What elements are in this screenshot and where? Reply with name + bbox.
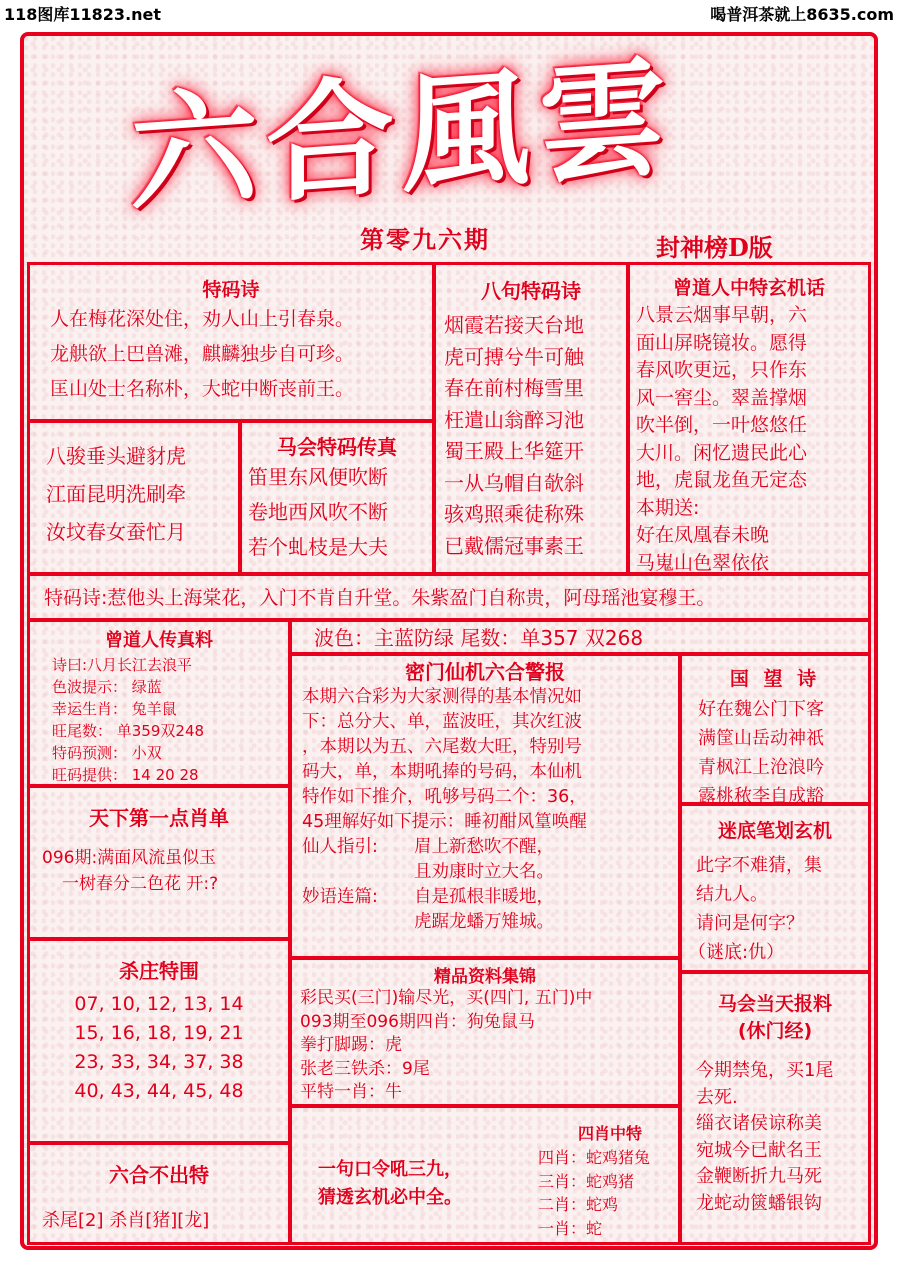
mahui-baoliao-body bbox=[682, 1058, 868, 1217]
zengdaoren-zhenchuan-box bbox=[27, 619, 291, 787]
eight-line: 已戴儒冠事素王 bbox=[444, 533, 584, 558]
sixiao-line: 二肖：蛇鸡 bbox=[538, 1195, 619, 1214]
jingpin-title: 精品资料集锦 bbox=[434, 967, 536, 987]
poem-small-line: 汝坟春女蚕忙月 bbox=[46, 520, 186, 544]
mimen-miaoyu bbox=[302, 885, 678, 935]
top-bar bbox=[0, 0, 900, 26]
mahui-baoliao-title: 马会当天报料 bbox=[717, 993, 832, 1015]
yiju-line: 一句口令吼三九， bbox=[318, 1159, 462, 1180]
mimen-guide-line: 眉上新愁吹不醒， bbox=[414, 837, 554, 857]
baoliao-line: 龙蛇动篋蟠银钩 bbox=[696, 1192, 822, 1214]
mimen-guide-line: 且劝康时立大名。 bbox=[414, 862, 554, 882]
guowang-line: 青枫江上沧浪吟 bbox=[698, 757, 824, 778]
edition-label: 封神榜D版 bbox=[656, 233, 773, 262]
mahui-zhenchuan-box bbox=[239, 420, 435, 575]
liuhe-buchu-box bbox=[27, 1142, 291, 1245]
mahui-zhenchuan-line: 卷地西风吹不断 bbox=[248, 500, 388, 524]
midi-title: 迷底笔划玄机 bbox=[717, 820, 832, 842]
bottom-middle-box bbox=[289, 1105, 681, 1245]
eight-line: 虎可搏兮牛可触 bbox=[444, 344, 584, 369]
baoliao-line: 缁衣诸侯谅称美 bbox=[696, 1113, 822, 1134]
xuanji-line: 八景云烟事早朝，六 bbox=[636, 304, 808, 326]
zengdaoren-xuanji-box bbox=[627, 262, 871, 575]
mimen-line: ，本期以为五、六尾数大旺，特别号 bbox=[302, 737, 582, 757]
eight-line: 枉遣山翁醉习池 bbox=[444, 407, 584, 432]
xuanji-line: 马嵬山色翠依依 bbox=[636, 551, 770, 574]
baoliao-line: 今期禁兔，买1尾 bbox=[696, 1060, 834, 1081]
mimen-line: 下：总分大、单，蓝波旺，其次红波 bbox=[302, 712, 582, 732]
zhenchuan-line: 旺尾数： 单359双248 bbox=[52, 722, 205, 740]
poem1-line: 龙舼欲上巴兽滩，麒麟独步自可珍。 bbox=[50, 343, 355, 365]
jingpin-line: 拳打脚踢：虎 bbox=[300, 1035, 402, 1055]
tianxia-title: 天下第一点肖单 bbox=[89, 806, 229, 830]
eight-line: 烟霞若接天台地 bbox=[444, 313, 584, 337]
tianxia-line: 096期:满面风流虽似玉 bbox=[42, 848, 217, 868]
guowang-line: 好在魏公门下客 bbox=[698, 699, 824, 720]
poem1-line: 人在梅花深处住，劝人山上引春泉。 bbox=[50, 308, 355, 330]
main-title: 六合風雲 bbox=[130, 42, 675, 231]
midi-line: 请问是何字？ bbox=[696, 913, 804, 934]
xuanji-line: 大川。闲忆遗民此心 bbox=[636, 441, 808, 464]
mimen-line: 本期六合彩为大家测得的基本情况如 bbox=[302, 687, 582, 707]
shazhuang-row: 07, 10, 12, 13, 14 bbox=[74, 993, 244, 1015]
wave-tail-text: 波色：主蓝防绿 尾数：单357 双268 bbox=[314, 626, 644, 650]
xuanji-line: 风一窖尘。翠盖撑烟 bbox=[636, 386, 808, 409]
issue-number: 第零九六期 bbox=[360, 225, 490, 254]
midi-line: 结九人。 bbox=[696, 884, 768, 905]
shazhuang-box bbox=[27, 938, 291, 1144]
jingpin-line: 彩民买(三门)输尽光，买(四门, 五门)中 bbox=[300, 988, 593, 1008]
guowang-title: 国 望 诗 bbox=[729, 668, 821, 690]
wide-poem-box bbox=[27, 573, 871, 621]
midi-line: 此字不难猜，集 bbox=[696, 855, 822, 876]
mimen-miaoyu-label: 妙语连篇: bbox=[302, 887, 378, 907]
eight-lines-body bbox=[436, 310, 626, 562]
guowang-body bbox=[682, 695, 868, 811]
poem-small-box bbox=[27, 420, 241, 575]
mahui-zhenchuan-body bbox=[242, 460, 432, 565]
xuanji-line: 地，虎鼠龙鱼无定态 bbox=[636, 469, 808, 491]
site-link-right[interactable]: 喝普洱茶就上8635.com bbox=[710, 5, 894, 24]
shazhuang-title: 杀庄特围 bbox=[119, 959, 199, 983]
mimen-guide-label: 仙人指引: bbox=[302, 837, 378, 857]
midi-body bbox=[682, 851, 868, 967]
zhenchuan-line: 特码预测： 小双 bbox=[52, 744, 162, 762]
xuanji-line: 好在凤凰春未晚 bbox=[636, 524, 770, 546]
mimen-body bbox=[292, 685, 678, 935]
site-link-left[interactable]: 118图库11823.net bbox=[4, 5, 162, 24]
zhenchuan-line: 幸运生肖： 兔羊鼠 bbox=[52, 700, 177, 718]
poem1-body bbox=[30, 302, 432, 407]
guowang-line: 满筐山岳动神祇 bbox=[698, 728, 824, 749]
mahui-baoliao-subtitle: (休门经) bbox=[737, 1020, 813, 1042]
eight-line: 春在前村梅雪里 bbox=[444, 376, 584, 400]
mimen-guide bbox=[302, 835, 678, 885]
zengdaoren-xuanji-title: 曾道人中特玄机话 bbox=[672, 277, 825, 299]
mimen-box bbox=[289, 653, 681, 959]
tianxia-box bbox=[27, 785, 291, 940]
mimen-miaoyu-lines bbox=[414, 885, 554, 935]
zhenchuan-line: 色波提示： 绿蓝 bbox=[52, 678, 162, 696]
mahui-baoliao-box bbox=[679, 971, 871, 1245]
mimen-line: 码大，单，本期吼捧的号码，本仙机 bbox=[302, 762, 582, 782]
tianxia-line: 一树春分二色花 开:? bbox=[62, 874, 219, 894]
yiju-block bbox=[318, 1156, 462, 1212]
baoliao-line: 去死. bbox=[696, 1086, 738, 1108]
zengdaoren-zhenchuan-title: 曾道人传真料 bbox=[105, 630, 213, 651]
mahui-zhenchuan-title: 马会特码传真 bbox=[277, 435, 397, 459]
eight-lines-title: 八句特码诗 bbox=[481, 279, 581, 303]
jingpin-box bbox=[289, 957, 681, 1107]
eight-line: 蜀王殿上华筵开 bbox=[444, 439, 584, 463]
sixiao-title: 四肖中特 bbox=[578, 1124, 643, 1143]
shazhuang-row: 15, 16, 18, 19, 21 bbox=[74, 1022, 244, 1044]
yiju-line: 猜透玄机必中全。 bbox=[318, 1187, 462, 1208]
sixiao-line: 三肖：蛇鸡猪 bbox=[538, 1171, 635, 1191]
mimen-line: 45理解好如下提示：睡初酣风篁唤醒 bbox=[302, 812, 587, 832]
wide-poem-text: 特码诗:惹他头上海棠花，入门不肯自升堂。朱紫盈门自称贵，阿母瑶池宴穆王。 bbox=[44, 587, 716, 609]
poem-small-line: 江面昆明洗刷牵 bbox=[46, 482, 186, 506]
xuanji-line: 面山屏晓镜妆。愿得 bbox=[636, 331, 808, 354]
mimen-guide-lines bbox=[414, 835, 554, 885]
jingpin-line: 093期至096期四肖：狗兔鼠马 bbox=[300, 1011, 535, 1032]
poem-small-body bbox=[30, 423, 238, 551]
xuanji-line: 春风吹更远，只作东 bbox=[636, 359, 808, 381]
shazhuang-row: 40, 43, 44, 45, 48 bbox=[74, 1080, 244, 1102]
liuhe-buchu-title: 六合不出特 bbox=[109, 1163, 209, 1187]
tianxia-body bbox=[30, 845, 288, 897]
poem1-box bbox=[27, 262, 435, 422]
poem-small-line: 八骏垂头避豺虎 bbox=[46, 444, 186, 468]
eight-lines-box bbox=[433, 262, 629, 575]
shazhuang-row: 23, 33, 34, 37, 38 bbox=[74, 1051, 244, 1073]
baoliao-line: 金鞭断折九马死 bbox=[696, 1166, 822, 1187]
sixiao-block bbox=[538, 1122, 650, 1240]
jingpin-body bbox=[292, 987, 678, 1105]
shazhuang-numbers bbox=[30, 990, 288, 1106]
jingpin-line: 平特一肖：牛 bbox=[300, 1082, 402, 1102]
sixiao-line: 一肖：蛇 bbox=[538, 1218, 603, 1238]
baoliao-line: 宛城今已献名王 bbox=[696, 1139, 822, 1161]
eight-line: 骇鸡照乘徒称殊 bbox=[444, 502, 584, 526]
mimen-miaoyu-line: 自是孤根非暖地， bbox=[414, 887, 554, 907]
mimen-miaoyu-line: 虎踞龙蟠万雉城。 bbox=[414, 912, 554, 932]
mimen-title: 密门仙机六合警报 bbox=[405, 660, 565, 684]
liuhe-buchu-text: 杀尾[2] 杀肖[猪][龙] bbox=[42, 1210, 210, 1231]
zengdaoren-xuanji-body bbox=[630, 302, 868, 577]
mimen-line: 特作如下推介，吼够号码二个：36， bbox=[302, 787, 587, 807]
wave-tail-box bbox=[289, 619, 871, 655]
eight-line: 一从乌帽自欹斜 bbox=[444, 470, 584, 495]
zhenchuan-line: 诗曰:八月长江去浪平 bbox=[52, 656, 193, 674]
guowang-line: 露桃秾李自成豁 bbox=[698, 786, 824, 807]
mahui-zhenchuan-line: 笛里东风便吹断 bbox=[248, 465, 388, 489]
zhenchuan-line: 旺码提供： 14 20 28 bbox=[52, 766, 199, 784]
mahui-zhenchuan-line: 若个虬枝是大夫 bbox=[248, 535, 388, 559]
sixiao-line: 四肖：蛇鸡猪兔 bbox=[538, 1148, 651, 1167]
xuanji-line: 吹半倒，一叶悠悠任 bbox=[636, 414, 808, 436]
poem1-title: 特码诗 bbox=[202, 279, 260, 301]
zengdaoren-zhenchuan-body bbox=[30, 654, 288, 786]
midi-box bbox=[679, 803, 871, 973]
jingpin-line: 张老三铁杀：9尾 bbox=[300, 1058, 430, 1079]
midi-line: （谜底:仇） bbox=[688, 942, 785, 963]
poem1-line: 匡山处士名称朴，大蛇中断丧前王。 bbox=[50, 378, 355, 400]
guowang-box bbox=[679, 653, 871, 805]
xuanji-line: 本期送: bbox=[636, 496, 700, 519]
